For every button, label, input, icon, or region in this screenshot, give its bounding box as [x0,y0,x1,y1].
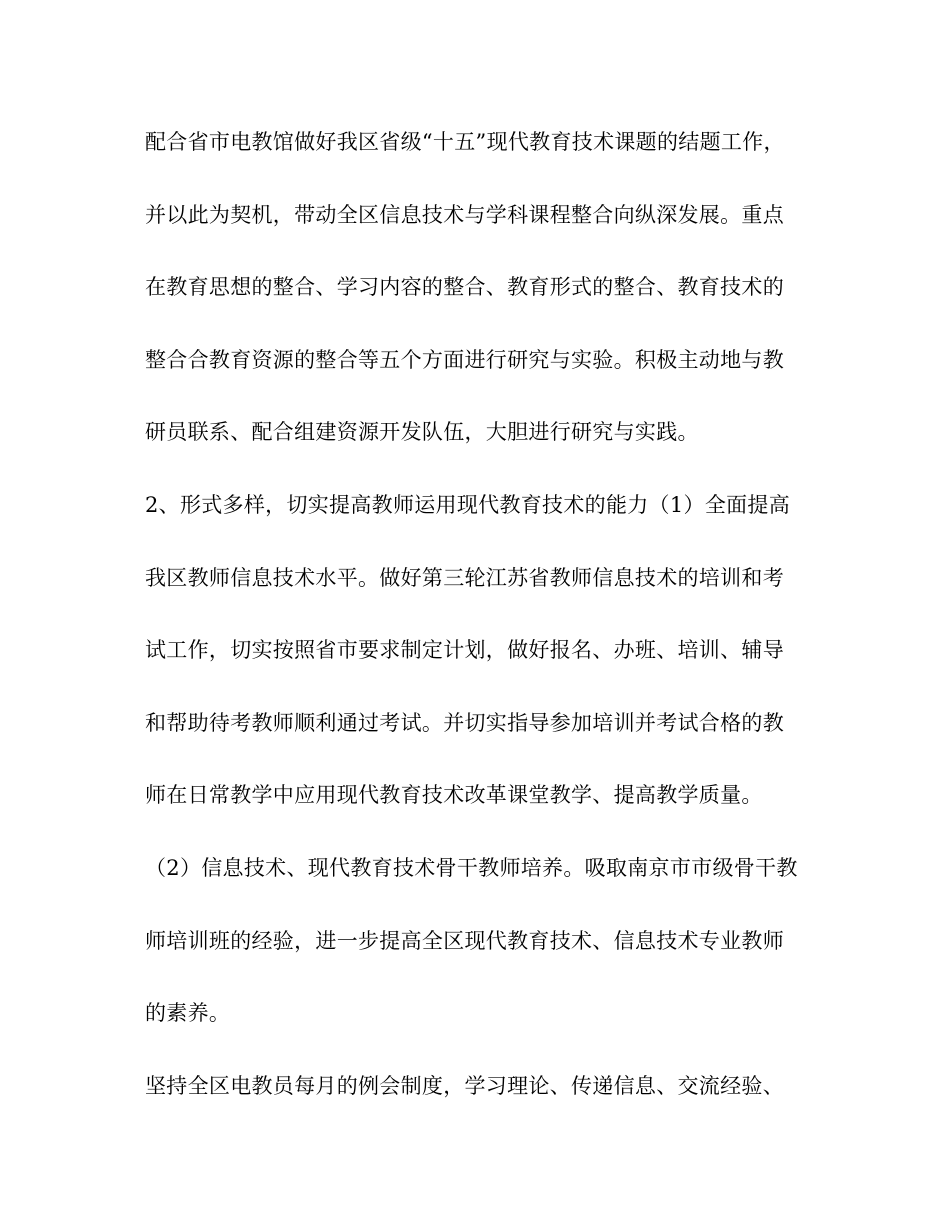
text-line-4: 整合合教育资源的整合等五个方面进行研究与实验。积极主动地与教 [145,347,784,372]
text-line-7: 我区教师信息技术水平。做好第三轮江苏省教师信息技术的培训和考 [145,565,784,590]
text-line-2: 并以此为契机，带动全区信息技术与学科课程整合向纵深发展。重点 [145,202,784,227]
text-line-9: 和帮助待考教师顺利通过考试。并切实指导参加培训并考试合格的教 [145,710,784,735]
text-line-12: 师培训班的经验，进一步提高全区现代教育技术、信息技术专业教师 [145,928,784,953]
body-text [145,121,825,1137]
text-line-3: 在教育思想的整合、学习内容的整合、教育形式的整合、教育技术的 [145,275,784,300]
text-line-13: 的素养。 [145,1001,231,1026]
text-line-1: 配合省市电教馆做好我区省级“十五”现代教育技术课题的结题工作， [145,130,785,154]
text-line-11: （2）信息技术、现代教育技术骨干教师培养。吸取南京市市级骨干教 [145,855,798,880]
text-line-5: 研员联系、配合组建资源开发队伍，大胆进行研究与实践。 [145,420,699,445]
text-line-10: 师在日常教学中应用现代教育技术改革课堂教学、提高教学质量。 [145,783,763,808]
text-line-6: 2、形式多样，切实提高教师运用现代教育技术的能力（1）全面提高 [145,492,791,517]
text-line-14: 坚持全区电教员每月的例会制度，学习理论、传递信息、交流经验、 [145,1073,784,1098]
text-line-8: 试工作，切实按照省市要求制定计划，做好报名、办班、培训、辅导 [145,638,784,663]
